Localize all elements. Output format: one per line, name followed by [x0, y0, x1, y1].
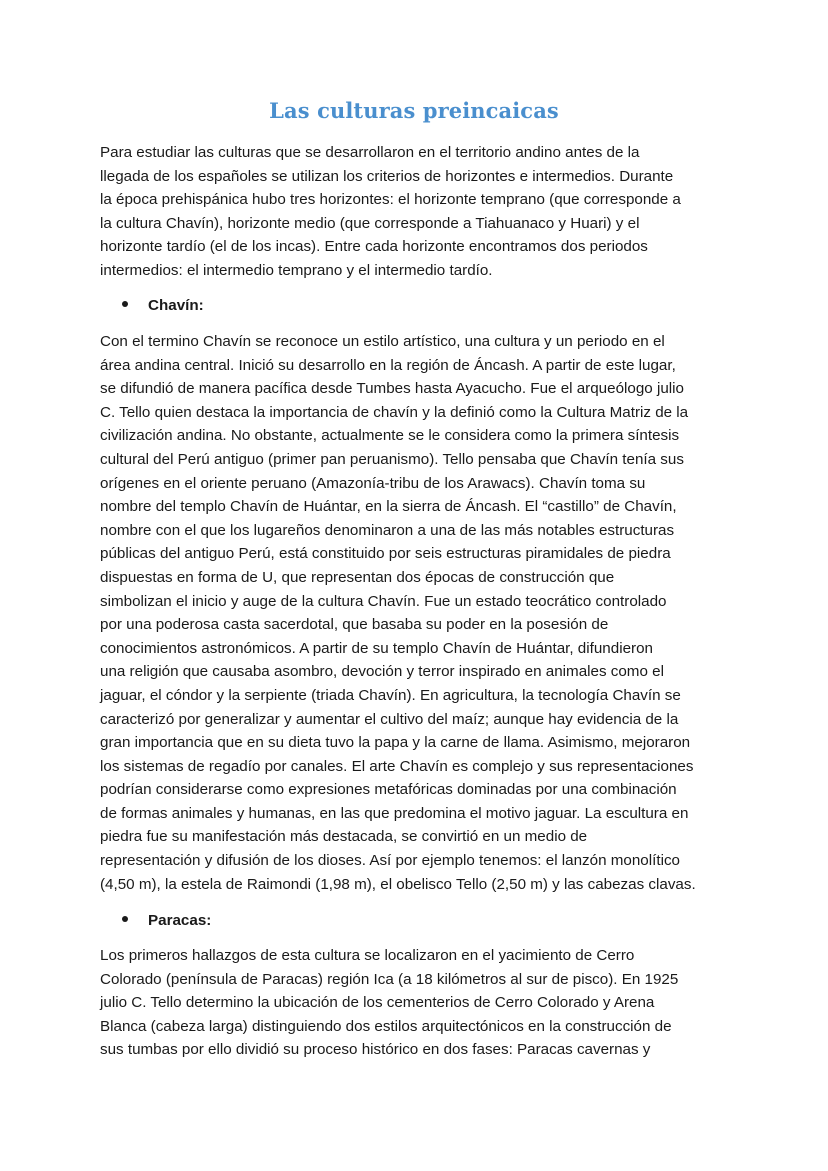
- section-heading-label: Chavín:: [148, 297, 204, 314]
- paragraph-line: C. Tello quien destaca la importancia de chavín y la definió como la Cultura Matriz de la: [100, 403, 689, 421]
- paragraph-line: podrían considerarse como expresiones metafóricas dominadas por una combinación: [100, 781, 677, 799]
- document-title: Las culturas preincaicas: [269, 98, 559, 123]
- paragraph-line: los sistemas de regadío por canales. El arte Chavín es complejo y sus representaciones: [100, 757, 694, 775]
- paragraph-line: intermedios: el intermedio temprano y el intermedio tardío.: [100, 261, 493, 279]
- paragraph-line: sus tumbas por ello dividió su proceso histórico en dos fases: Paracas cavernas y: [100, 1041, 651, 1059]
- intro-paragraph: [100, 141, 730, 283]
- chavin-paragraph: [100, 330, 730, 896]
- section-heading-label: Paracas:: [148, 912, 212, 929]
- paragraph-line: cultural del Perú antiguo (primer pan peruanismo). Tello pensaba que Chavín tenía sus: [100, 450, 684, 468]
- section-heading-paracas: [122, 912, 211, 929]
- paragraph-line: caracterizó por generalizar y aumentar el cultivo del maíz; aunque hay evidencia de la: [100, 710, 679, 728]
- paragraph-line: gran importancia que en su dieta tuvo la papa y la carne de llama. Asimismo, mejoraron: [100, 734, 691, 752]
- paragraph-line: Colorado (península de Paracas) región Ica (a 18 kilómetros al sur de pisco). En 1925: [100, 970, 679, 988]
- paragraph-line: nombre del templo Chavín de Huántar, en la sierra de Áncash. El “castillo” de Chavín,: [100, 498, 677, 516]
- paragraph-line: julio C. Tello determino la ubicación de los cementerios de Cerro Colorado y Arena: [100, 994, 655, 1012]
- paragraph-line: llegada de los españoles se utilizan los criterios de horizontes e intermedios. Durante: [100, 167, 674, 185]
- paragraph-line: Para estudiar las culturas que se desarrollaron en el territorio andino antes de la: [100, 144, 640, 161]
- paragraph-line: se difundió de manera pacífica desde Tumbes hasta Ayacucho. Fue el arqueólogo julio: [100, 380, 684, 398]
- paragraph-line: horizonte tardío (el de los incas). Entre cada horizonte encontramos dos periodos: [100, 238, 648, 256]
- paragraph-line: área andina central. Inició su desarrollo en la región de Áncash. A partir de este lugar,: [100, 356, 676, 374]
- paragraph-line: Blanca (cabeza larga) distinguiendo dos estilos arquitectónicos en la construcción de: [100, 1017, 672, 1035]
- paragraph-line: una religión que causaba asombro, devoción y terror inspirado en animales como el: [100, 663, 664, 681]
- paragraph-line: (4,50 m), la estela de Raimondi (1,98 m), el obelisco Tello (2,50 m) y las cabezas clavas.: [100, 875, 696, 893]
- bullet-icon: [122, 301, 128, 307]
- paragraph-line: dispuestas en forma de U, que representan dos épocas de construcción que: [100, 568, 615, 586]
- paragraph-line: piedra fue su manifestación más destacada, se convirtió en un medio de: [100, 828, 588, 846]
- paragraph-line: simbolizan el inicio y auge de la cultura Chavín. Fue un estado teocrático controlado: [100, 592, 667, 610]
- paragraph-line: orígenes en el oriente peruano (Amazonía-tribu de los Arawacs). Chavín toma su: [100, 474, 646, 492]
- paragraph-line: por una poderosa casta sacerdotal, que basaba su poder en la posesión de: [100, 616, 609, 634]
- paragraph-line: nombre con el que los lugareños denominaron a una de las más notables estructuras: [100, 521, 675, 539]
- section-heading-chavin: [122, 297, 204, 314]
- paragraph-line: conocimientos astronómicos. A partir de su templo Chavín de Huántar, difundieron: [100, 639, 653, 657]
- paragraph-line: la cultura Chavín), horizonte medio (que corresponde a Tiahuanaco y Huari) y el: [100, 214, 640, 232]
- paragraph-line: la época prehispánica hubo tres horizontes: el horizonte temprano (que corresponde a: [100, 191, 681, 209]
- paragraph-line: civilización andina. No obstante, actualmente se le considera como la primera síntesis: [100, 427, 680, 445]
- paragraph-line: Los primeros hallazgos de esta cultura se localizaron en el yacimiento de Cerro: [100, 947, 635, 964]
- paragraph-line: Con el termino Chavín se reconoce un estilo artístico, una cultura y un periodo en el: [100, 333, 665, 350]
- paragraph-line: jaguar, el cóndor y la serpiente (triada Chavín). En agricultura, la tecnología Chavín se: [100, 686, 681, 704]
- bullet-icon: [122, 916, 128, 922]
- paracas-paragraph: [100, 944, 730, 1062]
- paragraph-line: de formas animales y humanas, en las que predomina el motivo jaguar. La escultura en: [100, 804, 689, 822]
- paragraph-line: representación y difusión de los dioses. Así por ejemplo tenemos: el lanzón monolítico: [100, 852, 680, 870]
- paragraph-line: públicas del antiguo Perú, está constituido por seis estructuras piramidales de piedra: [100, 545, 671, 563]
